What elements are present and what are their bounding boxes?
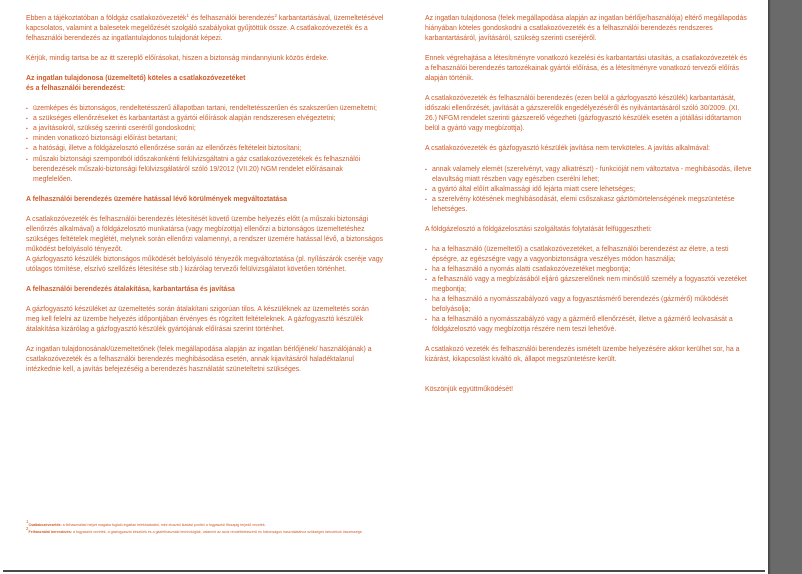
influence-paragraph-2: A gázfogyasztó készülék biztonságos működését befolyásoló tényezők megváltoztatása (pl. nyílászárók cseréje vagy utólagos tömítése, elszívó szellőzés létesítése stb.) kizárólag tervezői felülvizsgálatot követően történhet. [26,255,383,273]
list-item: ▪ a gyártó által előírt alkalmassági idő lejárta miatt csere lehetséges; [425,185,752,195]
influence-heading: A felhasználói berendezés üzemére hatással lévő körülmények megváltoztatása [26,195,287,203]
repair-intro: A csatlakozóvezeték és gázfogyasztó készülék javítása nem tervköteles. A javítás alkalmával: [425,145,710,153]
intro-paragraph: Ebben a tájékoztatóban a földgáz csatlakozóvezeték$^1$ és felhasználói berendezés$^2$ karbantartásával, üzemeltetésével kapcsolatos, valamint a balesetek megelőzését szolgáló szabályokat gyűjtöttük össze. A csatlakozóvezeték és a felhasználói berendezés az ingatlantulajdonos tulajdonát képezi. [26,13,384,43]
footnote-ref-1: 1 [186,13,190,18]
maintenance-paragraph: Az ingatlan tulajdonosa (felek megállapodása alapján az ingatlan bérlője/használója) eltérő megállapodás hiányában köteles gondoskodni a csatlakozóvezeték és a felhasználói berendezés rendszeres karbantartásáról, javításáról, szükség szerinti cseréjéről. [425,15,747,43]
list-item: ▪ ha a felhasználó a nyomásszabályozó vagy a fogyasztásmérő berendezés (gázmérő) működését befolyásolja; [425,295,752,315]
suspend-list [425,245,752,335]
footnote-2: $^2$Felhasználói berendezés: a fogyasztói vezeték, a gázfogyasztó készülék és a gázfelhasználó technológiák, valamint az azok rendeltetésszerű és biztonságos használatához szükséges tartozékok összessége. [26,525,363,534]
list-item: ▪ üzemképes és biztonságos, rendeltetésszerű állapotban tartani, rendeltetésszerűen és szakszerűen üzemeltetni; [26,104,384,114]
list-item: ▪ a szerelvény kötésének meghibásodását, elemi csőszakasz gáztömörtelenségének megszüntetése lehetséges. [425,195,752,215]
list-item: ▪ a hatósági, illetve a földgázelosztó ellenőrzése során az ellenőrzés feltételeit biztosítani; [26,144,384,154]
alteration-heading: A felhasználói berendezés átalakítása, karbantartása és javítása [26,285,235,293]
viewer-background-edge [768,0,802,574]
footnote-1: $^1$Csatlakozóvezeték: a felhasználási helyet magába foglaló ingatlan telekhatárától, mint elosztói kiadási ponttól a fogyasztói főcsapig terjedő vezeték. [26,519,266,527]
reminder-paragraph: Kérjük, mindig tartsa be az itt szereplő előírásokat, hiszen a biztonság mindannyiunk közös érdeke. [26,55,329,63]
gas-fitter-paragraph: A csatlakozóvezeték és felhasználói berendezés (ezen belül a gázfogyasztó készülék) karbantartását, időszaki ellenőrzését, javítását a gázszerelők engedélyezéséről és nyilvántartásáról szóló 30/2009. (XI. 26.) NFGM rendelet szerinti gázszerelő végezheti (gázfogyasztó készülék esetén a jótállási időtartamon belül a gyártó vagy megbízottja). [425,95,742,133]
list-item: ▪ annak valamely elemét (szerelvényt, vagy alkatrészt) - funkcióját nem változtatva - meghibásodás, illetve elavultság miatt részben vagy egészben cserélni lehet; [425,165,752,185]
alteration-paragraph-2: Az ingatlan tulajdonosának/üzemeltetőnek (felek megállapodása alapján az ingatlan bérlőjének/ használójának) a csatlakozóvezeték és a felhasználói berendezés meghibásodása esetén, annak kijavításáról haladéktalanul intézkednie kell, a javítás befejezéséig a berendezés használatát szüneteltetni szükséges. [26,346,372,374]
influence-paragraph-1: A csatlakozóvezeték és felhasználói berendezés létesítését követő üzembe helyezés előtt (a műszaki biztonsági ellenőrzés alkalmával) a földgázelosztó munkatársa (vagy megbízottja) ellenőrzi a biztonságos üzemeltetéshez szükséges feltételek meglétét, melynek során ellenőrzi valamennyi, a rendszer üzemére hatással lévő, a biztonságos működést befolyásoló tényezőt. [26,215,383,253]
recommission-paragraph: A csatlakozó vezeték és felhasználói berendezés ismételt üzembe helyezésére akkor kerülhet sor, ha a kizárást, kikapcsolást kiváltó ok, állapot megszüntetésre került. [425,346,740,364]
list-item: ▪ a szükséges ellenőrzéseket és karbantartást a gyártói előírások alapján rendszeresen elvégeztetni; [26,114,384,124]
repair-list [425,165,752,215]
alteration-paragraph-1: A gázfogyasztó készüléket az üzemeltetés során átalakítani szigorúan tilos. A készüléknek az üzemeltetés során meg kell felelni az üzembe helyezés időpontjában érvényes és rögzített feltételeknek. A gázfogyasztó készülék átalakítása kizárólag a gázfogyasztó készülék gyártójának előírásai szerint történhet. [26,306,369,334]
footnote-ref-2: 2 [274,13,277,18]
owner-obligations-list [26,104,384,184]
suspend-intro: A földgázelosztó a földgázelosztási szolgáltatás folytatását felfüggesztheti: [425,225,652,233]
list-item: ▪ ha a felhasználó a nyomás alatti csatlakozóvezetéket megbontja; [425,265,752,275]
left-column [26,14,384,385]
list-item: ▪ a javításokról, szükség szerinti cseréről gondoskodni; [26,124,384,134]
list-item: ▪ ha a felhasználó (üzemeltető) a csatlakozóvezetéket, a felhasználói berendezést az életre, a testi épségre, az egészségre vagy a vagyonbiztonságra veszélyes módon használja; [425,245,752,265]
owner-obligations-heading: Az ingatlan tulajdonosa (üzemeltető) köteles a csatlakozóvezetéket és a felhasználói berendezést: [26,75,246,93]
footnotes [26,519,384,535]
execution-paragraph: Ennek végrehajtása a létesítményre vonatkozó kezelési és karbantartási utasítás, a csatlakozóvezeték és a felhasználói berendezés tartozékainak gyártói előírása, és a létesítményre vonatkozó tervezői előírás alapján történik. [425,55,748,83]
list-item: ▪ műszaki biztonsági szempontból időszakonkénti felülvizsgáltatni a gáz csatlakozóvezetékek és felhasználói berendezések műszaki-biztonsági felülvizsgálatáról szóló 19/2012 (VII.20) NGM rendelet előírásainak megfelelően. [26,155,384,185]
list-item: ▪ ha a felhasználó a nyomásszabályzó vagy a gázmérő ellenőrzését, illetve a gázmérő leolvasását a földgázelosztó vagy megbízottja részére nem teszi lehetővé. [425,315,752,335]
list-item: ▪ a felhasználó vagy a megbízásából eljáró gázszerelőnek nem minősülő személy a fogyasztói vezetéket megbontja; [425,275,752,295]
right-column [425,14,752,405]
list-item: ▪ minden vonatkozó biztonsági előírást betartani; [26,134,384,144]
thanks-text: Köszönjük együttműködését! [425,386,514,394]
